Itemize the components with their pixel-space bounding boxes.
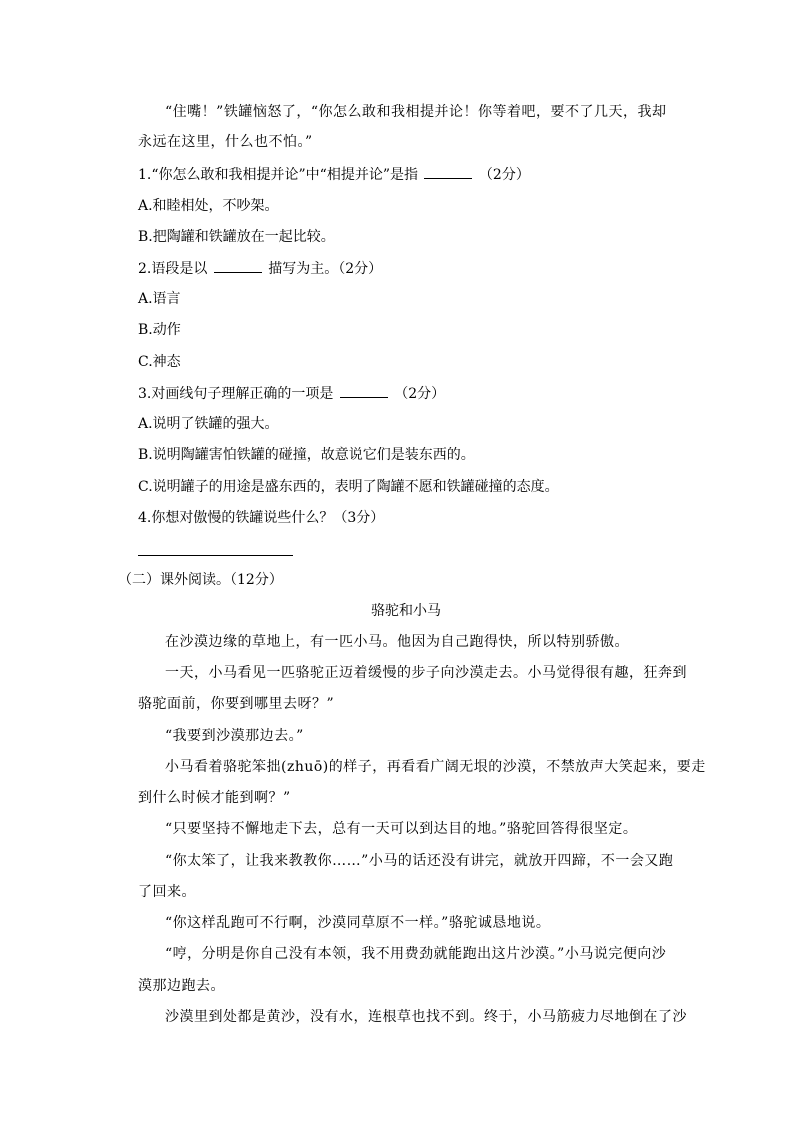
question-stem: 2.语段是以 xyxy=(138,261,208,277)
option-b: B.把陶罐和铁罐放在一起比较。 xyxy=(138,229,335,245)
paragraph-line: 永远在这里，什么也不怕。” xyxy=(138,134,313,150)
question-score: （2分） xyxy=(478,167,530,183)
paragraph-line: “你这样乱跑可不行啊，沙漠同草原不一样。”骆驼诚恳地说。 xyxy=(165,915,551,931)
question-score: 描写为主。（2分） xyxy=(268,261,383,277)
section-heading: （二）课外阅读。（12分） xyxy=(118,572,283,588)
answer-blank[interactable] xyxy=(340,384,388,398)
question-2 xyxy=(138,259,382,278)
answer-blank[interactable] xyxy=(424,165,472,179)
question-1 xyxy=(138,165,530,184)
option-a: A.语言 xyxy=(138,291,181,307)
option-a: A.和睦相处，不吵架。 xyxy=(138,198,279,214)
paragraph-line: “我要到沙漠那边去。” xyxy=(165,728,304,744)
paragraph-line: 小马看着骆驼笨拙(zhuō)的样子，再看看广阔无垠的沙漠，不禁放声大笑起来，要走 xyxy=(165,759,706,775)
paragraph-line: 了回来。 xyxy=(138,884,196,900)
paragraph-line: “住嘴！”铁罐恼怒了，“你怎么敢和我相提并论！你等着吧，要不了几天，我却 xyxy=(165,104,667,120)
paragraph-line: “你太笨了，让我来教教你……”小马的话还没有讲完，就放开四蹄，不一会又跑 xyxy=(165,853,674,869)
question-stem: 3.对画线句子理解正确的一项是 xyxy=(138,386,334,402)
paragraph-line: 漠那边跑去。 xyxy=(138,978,225,994)
paragraph-line: 骆驼面前，你要到哪里去呀？” xyxy=(138,696,335,712)
option-a: A.说明了铁罐的强大。 xyxy=(138,416,279,432)
answer-line[interactable] xyxy=(138,555,293,556)
question-4: 4.你想对傲慢的铁罐说些什么？（3分） xyxy=(138,510,385,526)
question-3 xyxy=(138,384,445,403)
passage-title: 骆驼和小马 xyxy=(371,603,441,619)
paragraph-line: 到什么时候才能到啊？” xyxy=(138,790,291,806)
paragraph-line: 沙漠里到处都是黄沙，没有水，连根草也找不到。终于，小马筋疲力尽地倒在了沙 xyxy=(165,1009,687,1025)
paragraph-line: “只要坚持不懈地走下去，总有一天可以到达目的地。”骆驼回答得很坚定。 xyxy=(165,821,638,837)
question-score: （2分） xyxy=(394,386,446,402)
option-c: C.神态 xyxy=(138,354,181,370)
question-stem: 1.“你怎么敢和我相提并论”中“相提并论”是指 xyxy=(138,167,418,183)
answer-blank[interactable] xyxy=(214,259,262,273)
option-c: C.说明罐子的用途是盛东西的，表明了陶罐不愿和铁罐碰撞的态度。 xyxy=(138,479,559,495)
paragraph-line: 一天，小马看见一匹骆驼正迈着缓慢的步子向沙漠走去。小马觉得很有趣，狂奔到 xyxy=(165,665,687,681)
paragraph-line: “哼，分明是你自己没有本领，我不用费劲就能跑出这片沙漠。”小马说完便向沙 xyxy=(165,946,667,962)
paragraph-line: 在沙漠边缘的草地上，有一匹小马。他因为自己跑得快，所以特别骄傲。 xyxy=(165,634,629,650)
option-b: B.动作 xyxy=(138,322,181,338)
option-b: B.说明陶罐害怕铁罐的碰撞，故意说它们是装东西的。 xyxy=(138,447,475,463)
